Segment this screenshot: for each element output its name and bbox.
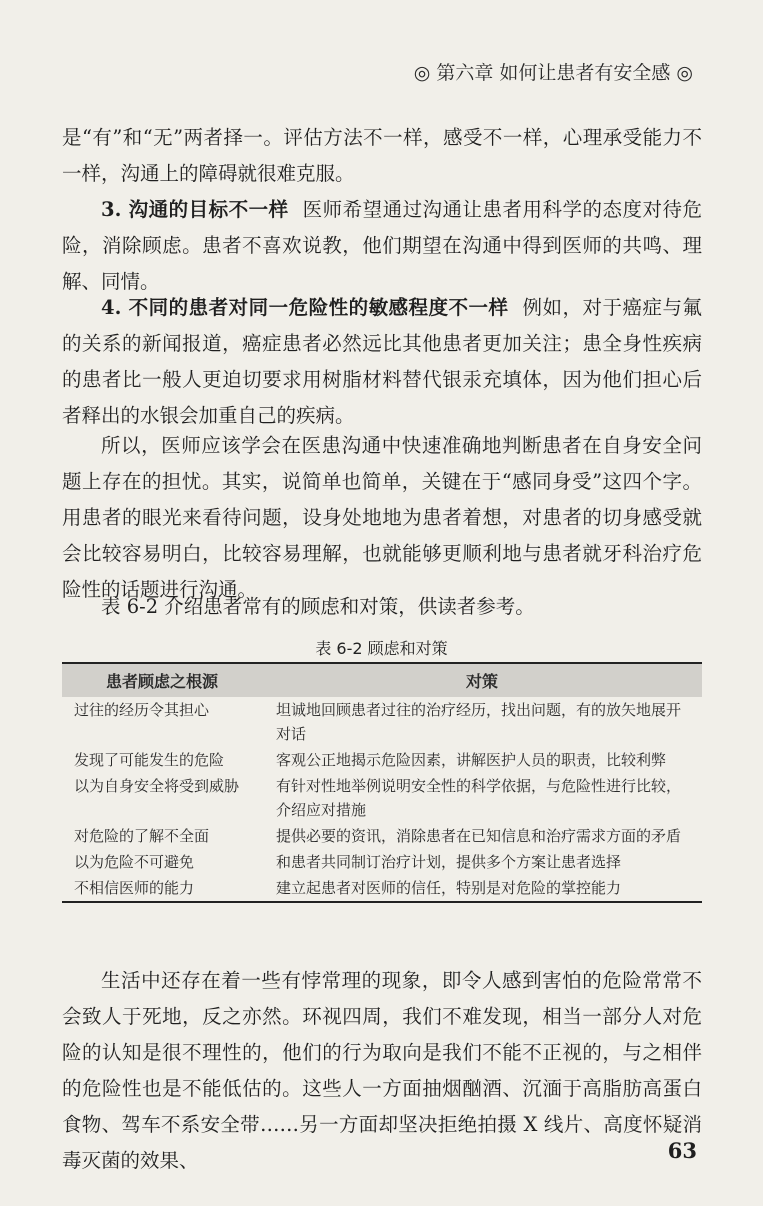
paragraph-body: 例如，对于癌症与氟的关系的新闻报道，癌症患者必然远比其他患者更加关注；患全身性疾病的患者比一般人更迫切要求用树脂材料替代银汞充填体，因为他们担心后者释出的水银会加重自己的疾病。 [62, 296, 702, 427]
concern-strategy: 建立起患者对医师的信任，特别是对危险的掌控能力 [276, 879, 622, 897]
concern-source: 不相信医师的能力 [74, 879, 195, 897]
concerns-table [62, 662, 702, 903]
paragraph-table-intro: 表 6-2 介绍患者常有的顾虑和对策，供读者参考。 [101, 595, 535, 618]
paragraph-continuation: 是“有”和“无”两者择一。评估方法不一样，感受不一样，心理承受能力不一样，沟通上的障碍就很难克服。 [62, 126, 702, 185]
concern-source: 过往的经历令其担心 [74, 701, 210, 719]
concern-source: 以为自身安全将受到威胁 [74, 777, 240, 795]
table-row [62, 697, 702, 747]
table-row [62, 747, 702, 773]
paragraph-heading: 3. 沟通的目标不一样 [101, 198, 289, 221]
table-caption: 表 6-2 顾虑和对策 [315, 639, 448, 658]
paragraph-risk-perception: 生活中还存在着一些有悖常理的现象，即令人感到害怕的危险常常不会致人于死地，反之亦然。环视四周，我们不难发现，相当一部分人对危险的认知是很不理性的，他们的行为取向是我们不能不正视的，与之相伴的危险性也是不能低估的。这些人一方面抽烟酗酒、沉湎于高脂肪高蛋白食物、驾车不系安全带……另一方面却坚决拒绝拍摄 X 线片、高度怀疑消毒灭菌的效果、 [62, 969, 702, 1172]
paragraph-goal-difference [62, 192, 702, 300]
running-header: ◎ 第六章 如何让患者有安全感 ◎ [413, 62, 693, 84]
concern-source: 对危险的了解不全面 [74, 827, 210, 845]
table-row [62, 875, 702, 902]
column-header-source: 患者顾虑之根源 [62, 663, 262, 697]
page-number: 63 [667, 1138, 697, 1163]
concern-strategy: 和患者共同制订治疗计划，提供多个方案让患者选择 [276, 853, 622, 871]
concern-strategy: 有针对性地举例说明安全性的科学依据，与危险性进行比较，介绍应对措施 [276, 777, 682, 819]
paragraph-heading: 4. 不同的患者对同一危险性的敏感程度不一样 [101, 296, 509, 319]
table-row [62, 849, 702, 875]
paragraph-sensitivity-difference [62, 290, 702, 434]
paragraph-body: 医师希望通过沟通让患者用科学的态度对待危险，消除顾虑。患者不喜欢说教，他们期望在沟通中得到医师的共鸣、理解、同情。 [62, 198, 702, 293]
table-row [62, 823, 702, 849]
concern-strategy: 坦诚地回顾患者过往的治疗经历，找出问题，有的放矢地展开对话 [276, 701, 682, 743]
column-header-strategy: 对策 [262, 663, 702, 697]
table-header-row [62, 663, 702, 697]
concern-source: 发现了可能发生的危险 [74, 751, 225, 769]
concern-strategy: 客观公正地揭示危险因素，讲解医护人员的职责，比较利弊 [276, 751, 667, 769]
table-row [62, 773, 702, 823]
paragraph-empathy: 所以，医师应该学会在医患沟通中快速准确地判断患者在自身安全问题上存在的担忧。其实，说简单也简单，关键在于“感同身受”这四个字。用患者的眼光来看待问题，设身处地地为患者着想，对患者的切身感受就会比较容易明白，比较容易理解，也就能够更顺利地与患者就牙科治疗危险性的话题进行沟通。 [62, 434, 702, 601]
concern-source: 以为危险不可避免 [74, 853, 195, 871]
concern-strategy: 提供必要的资讯，消除患者在已知信息和治疗需求方面的矛盾 [276, 827, 682, 845]
